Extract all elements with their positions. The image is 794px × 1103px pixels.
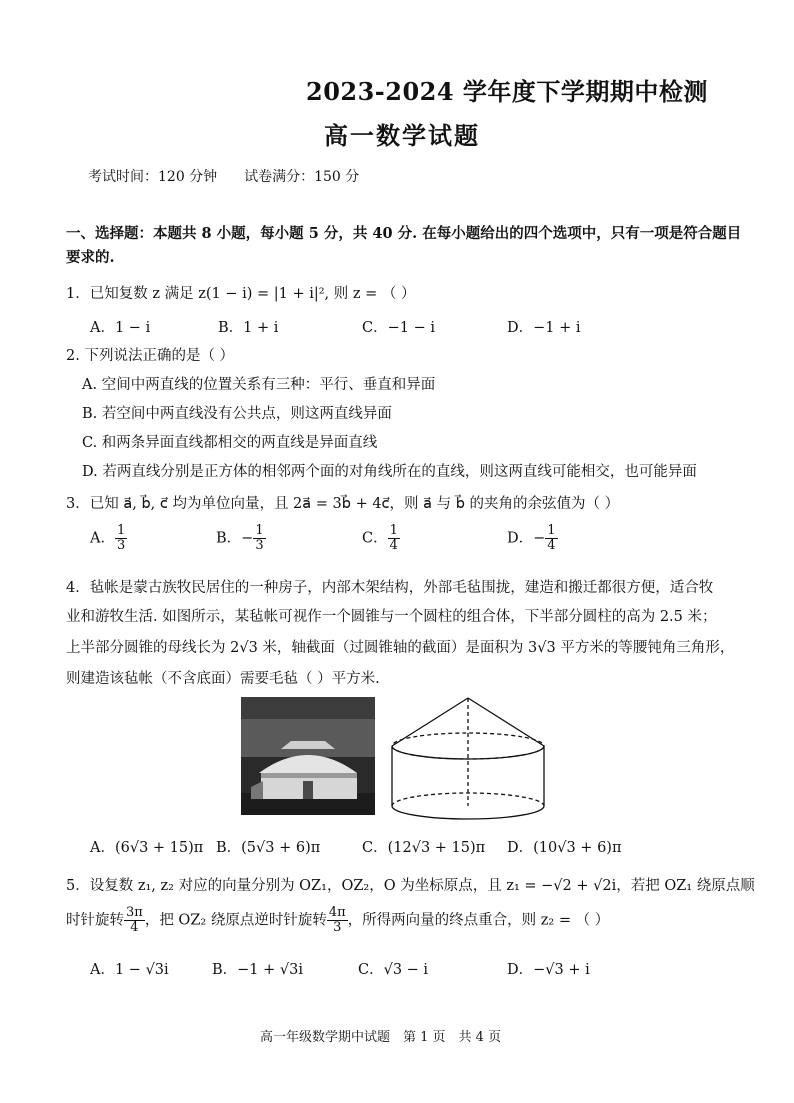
q2-option-a: A. 空间中两直线的位置关系有三种：平行、垂直和异面 <box>82 377 436 393</box>
q5-option-d: D．−√3 + i <box>507 962 590 978</box>
exam-title: 2023-2024 学年度下学期期中检测 <box>306 77 708 106</box>
q2-option-d: D. 若两直线分别是正方体的相邻两个面的对角线所在的直线，则这两直线可能相交，也可能异面 <box>82 464 697 480</box>
q4-option-d: D．(10√3 + 6)π <box>507 840 622 856</box>
denominator: 3 <box>116 538 126 553</box>
q5-option-b: B．−1 + √3i <box>212 962 304 978</box>
q1-option-b: B．1 + i <box>218 320 279 336</box>
q3-option-c <box>362 524 400 553</box>
q2-option-b: B. 若空间中两直线没有公共点，则这两直线异面 <box>82 406 392 422</box>
denominator: 4 <box>130 920 139 935</box>
q1-option-a: A．1 − i <box>90 320 151 336</box>
numerator: 3π <box>126 905 143 920</box>
q4-line1: 4．毡帐是蒙古族牧民居住的一种房子，内部木架结构，外部毛毡围拢，建造和搬迁都很方便，适合牧 <box>66 580 714 596</box>
option-label: D． <box>507 530 534 547</box>
q5-fraction-1 <box>124 906 145 935</box>
q2-stem: 2. 下列说法正确的是（ ） <box>66 348 235 364</box>
fraction <box>545 524 557 553</box>
q3-option-b <box>216 524 266 553</box>
exam-time: 考试时间：120 分钟 <box>88 169 218 185</box>
section-heading: 一、选择题：本题共 8 小题，每小题 5 分，共 40 分. 在每小题给出的四个选项中，只有一项是符合题目 <box>66 225 742 242</box>
q4-option-c: C．(12√3 + 15)π <box>362 840 486 856</box>
denominator: 4 <box>389 538 398 553</box>
numerator: 4π <box>328 905 346 920</box>
q4-option-b: B．(5√3 + 6)π <box>216 840 321 856</box>
q4-option-a: A．(6√3 + 15)π <box>90 840 204 856</box>
q5-text-a: 时针旋转 <box>66 912 124 929</box>
option-label: A． <box>90 530 115 547</box>
option-sign: − <box>533 530 546 547</box>
q5-line2 <box>66 906 609 935</box>
q3-stem: 3．已知 a⃗, b⃗, c⃗ 均为单位向量，且 2a⃗ = 3b⃗ + 4c⃗，则 a⃗ 与 b⃗ 的夹角的余弦值为（ ） <box>66 496 620 512</box>
q2-option-c: C. 和两条异面直线都相交的两直线是异面直线 <box>82 435 378 451</box>
q3-option-a <box>90 524 127 553</box>
option-label: B． <box>216 530 242 547</box>
q5-line1: 5．设复数 z₁, z₂ 对应的向量分别为 OZ₁，OZ₂，O 为坐标原点，且 z₁ = −√2 + √2i，若把 OZ₁ 绕原点顺 <box>66 878 755 894</box>
fraction <box>253 524 265 553</box>
yurt-photo <box>241 697 375 815</box>
cone-cylinder-diagram <box>384 694 554 824</box>
q5-fraction-2 <box>327 906 348 935</box>
denominator: 3 <box>333 920 342 935</box>
section-heading-cont: 要求的. <box>66 249 115 266</box>
full-score: 试卷满分：150 分 <box>244 169 360 185</box>
page-footer: 高一年级数学期中试题 第 1 页 共 4 页 <box>260 1030 502 1045</box>
exam-subtitle: 高一数学试题 <box>324 121 480 150</box>
q1-option-d: D．−1 + i <box>507 320 581 336</box>
numerator: 1 <box>389 523 398 538</box>
q4-line2: 业和游牧生活. 如图所示，某毡帐可视作一个圆锥与一个圆柱的组合体，下半部分圆柱的高为 2.5 米； <box>66 609 717 625</box>
q4-line3: 上半部分圆锥的母线长为 2√3 米，轴截面（过圆锥轴的截面）是面积为 3√3 平方米的等腰钝角三角形， <box>66 640 735 656</box>
option-label: C． <box>362 530 388 547</box>
q1-option-c: C．−1 − i <box>362 320 435 336</box>
q3-option-d <box>507 524 558 553</box>
fraction <box>115 524 127 553</box>
q5-text-c: ，所得两向量的终点重合，则 z₂ = （ ） <box>347 912 610 929</box>
option-sign: − <box>241 530 254 547</box>
q4-line4: 则建造该毡帐（不含底面）需要毛毡（ ）平方米. <box>66 671 380 687</box>
q5-option-a: A．1 − √3i <box>90 962 169 978</box>
exam-info <box>88 166 359 186</box>
q5-text-b: ，把 OZ₂ 绕原点逆时针旋转 <box>144 912 327 929</box>
denominator: 3 <box>255 538 264 553</box>
q1-stem: 1．已知复数 z 满足 z(1 − i) = |1 + i|², 则 z = （ ） <box>66 286 416 302</box>
numerator: 1 <box>255 523 264 538</box>
numerator: 1 <box>116 523 126 538</box>
fraction <box>388 524 400 553</box>
numerator: 1 <box>547 523 556 538</box>
denominator: 4 <box>547 538 556 553</box>
q5-option-c: C．√3 − i <box>358 962 429 978</box>
